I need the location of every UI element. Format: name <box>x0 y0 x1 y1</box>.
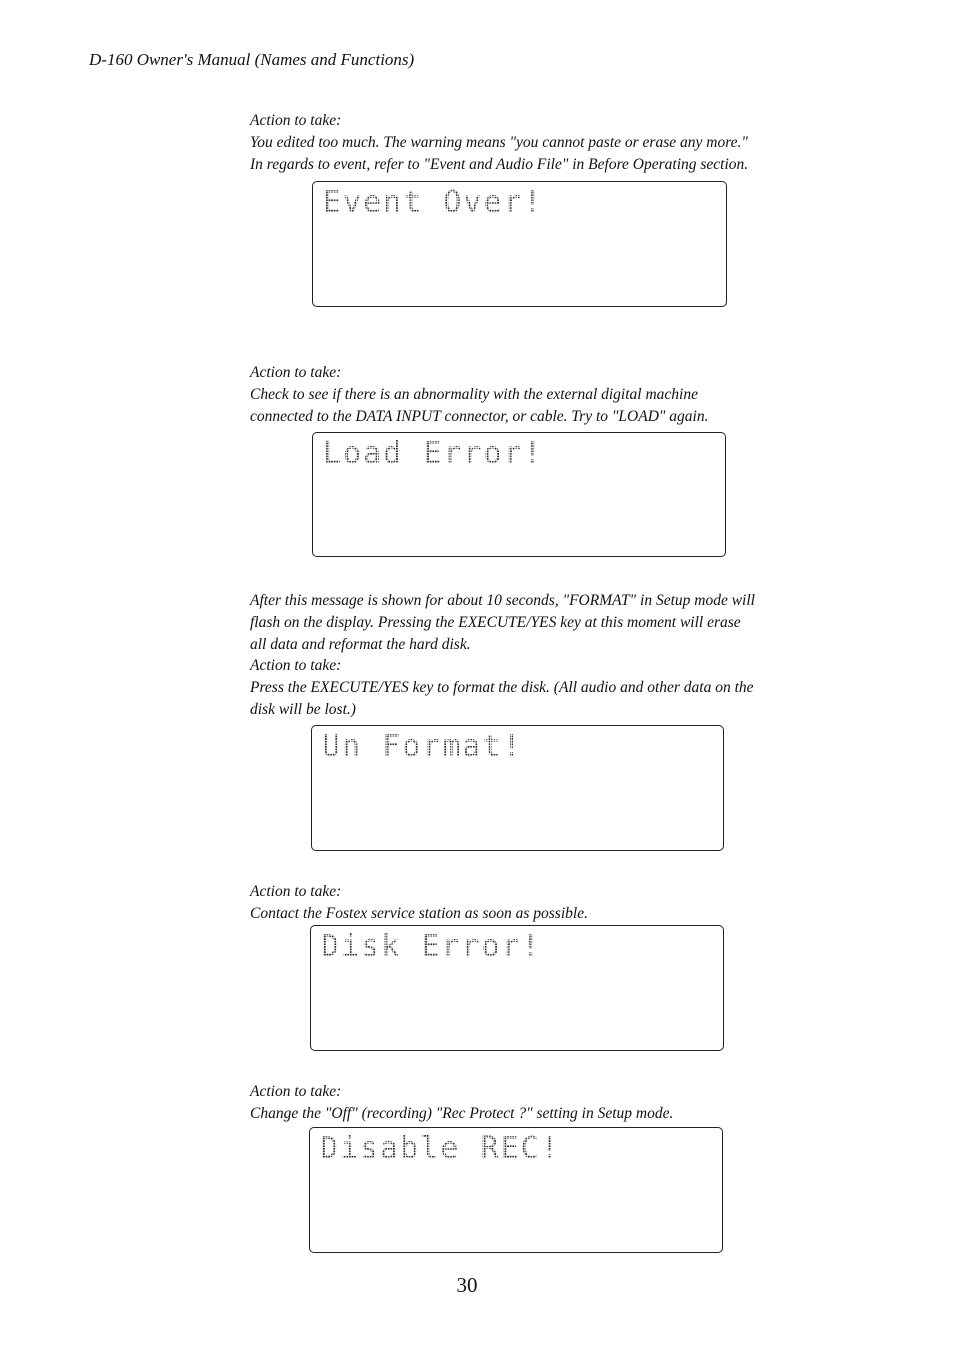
lcd-message: Disable REC! <box>320 1131 561 1166</box>
section-text-line: Contact the Fostex service station as soon as possible. <box>250 904 588 922</box>
section-text-line: You edited too much. The warning means "you cannot paste or erase any more." <box>250 133 748 151</box>
section-4-text <box>250 881 860 925</box>
section-text-line: connected to the DATA INPUT connector, or cable. Try to "LOAD" again. <box>250 407 709 425</box>
section-2-text <box>250 362 860 427</box>
page-number: 30 <box>456 1273 478 1297</box>
section-text-line: In regards to event, refer to "Event and Audio File" in Before Operating section. <box>250 155 749 173</box>
action-heading: Action to take: <box>250 1083 342 1100</box>
lcd-message: Load Error! <box>323 436 544 471</box>
section-text-line: flash on the display. Pressing the EXECUTE/YES key at this moment will erase <box>250 613 741 631</box>
section-5-text <box>250 1081 860 1125</box>
section-text-line: all data and reformat the hard disk. <box>250 635 471 653</box>
lcd-display-un-format <box>311 725 724 851</box>
action-heading: Action to take: <box>250 364 342 381</box>
section-text-line: disk will be lost.) <box>250 700 356 718</box>
action-heading: Action to take: <box>250 657 342 675</box>
lcd-display-event-over <box>312 181 727 307</box>
section-text-line: Check to see if there is an abnormality with the external digital machine <box>250 385 698 403</box>
action-heading: Action to take: <box>250 883 342 900</box>
section-1-text <box>250 110 860 175</box>
lcd-message: Event Over! <box>323 185 544 220</box>
section-text-line: Change the "Off" (recording) "Rec Protect ?" setting in Setup mode. <box>250 1104 674 1122</box>
lcd-display-disk-error <box>310 925 724 1051</box>
running-header: D-160 Owner's Manual (Names and Functions) <box>89 50 415 69</box>
lcd-display-disable-rec <box>309 1127 723 1253</box>
lcd-display-load-error <box>312 432 726 557</box>
section-3-text <box>250 590 860 721</box>
lcd-message: Disk Error! <box>321 929 542 964</box>
section-text-line: After this message is shown for about 10 seconds, "FORMAT" in Setup mode will <box>250 592 755 609</box>
action-heading: Action to take: <box>250 112 342 129</box>
lcd-message: Un Format! <box>322 729 523 764</box>
section-text-line: Press the EXECUTE/YES key to format the disk. (All audio and other data on the <box>250 679 754 697</box>
